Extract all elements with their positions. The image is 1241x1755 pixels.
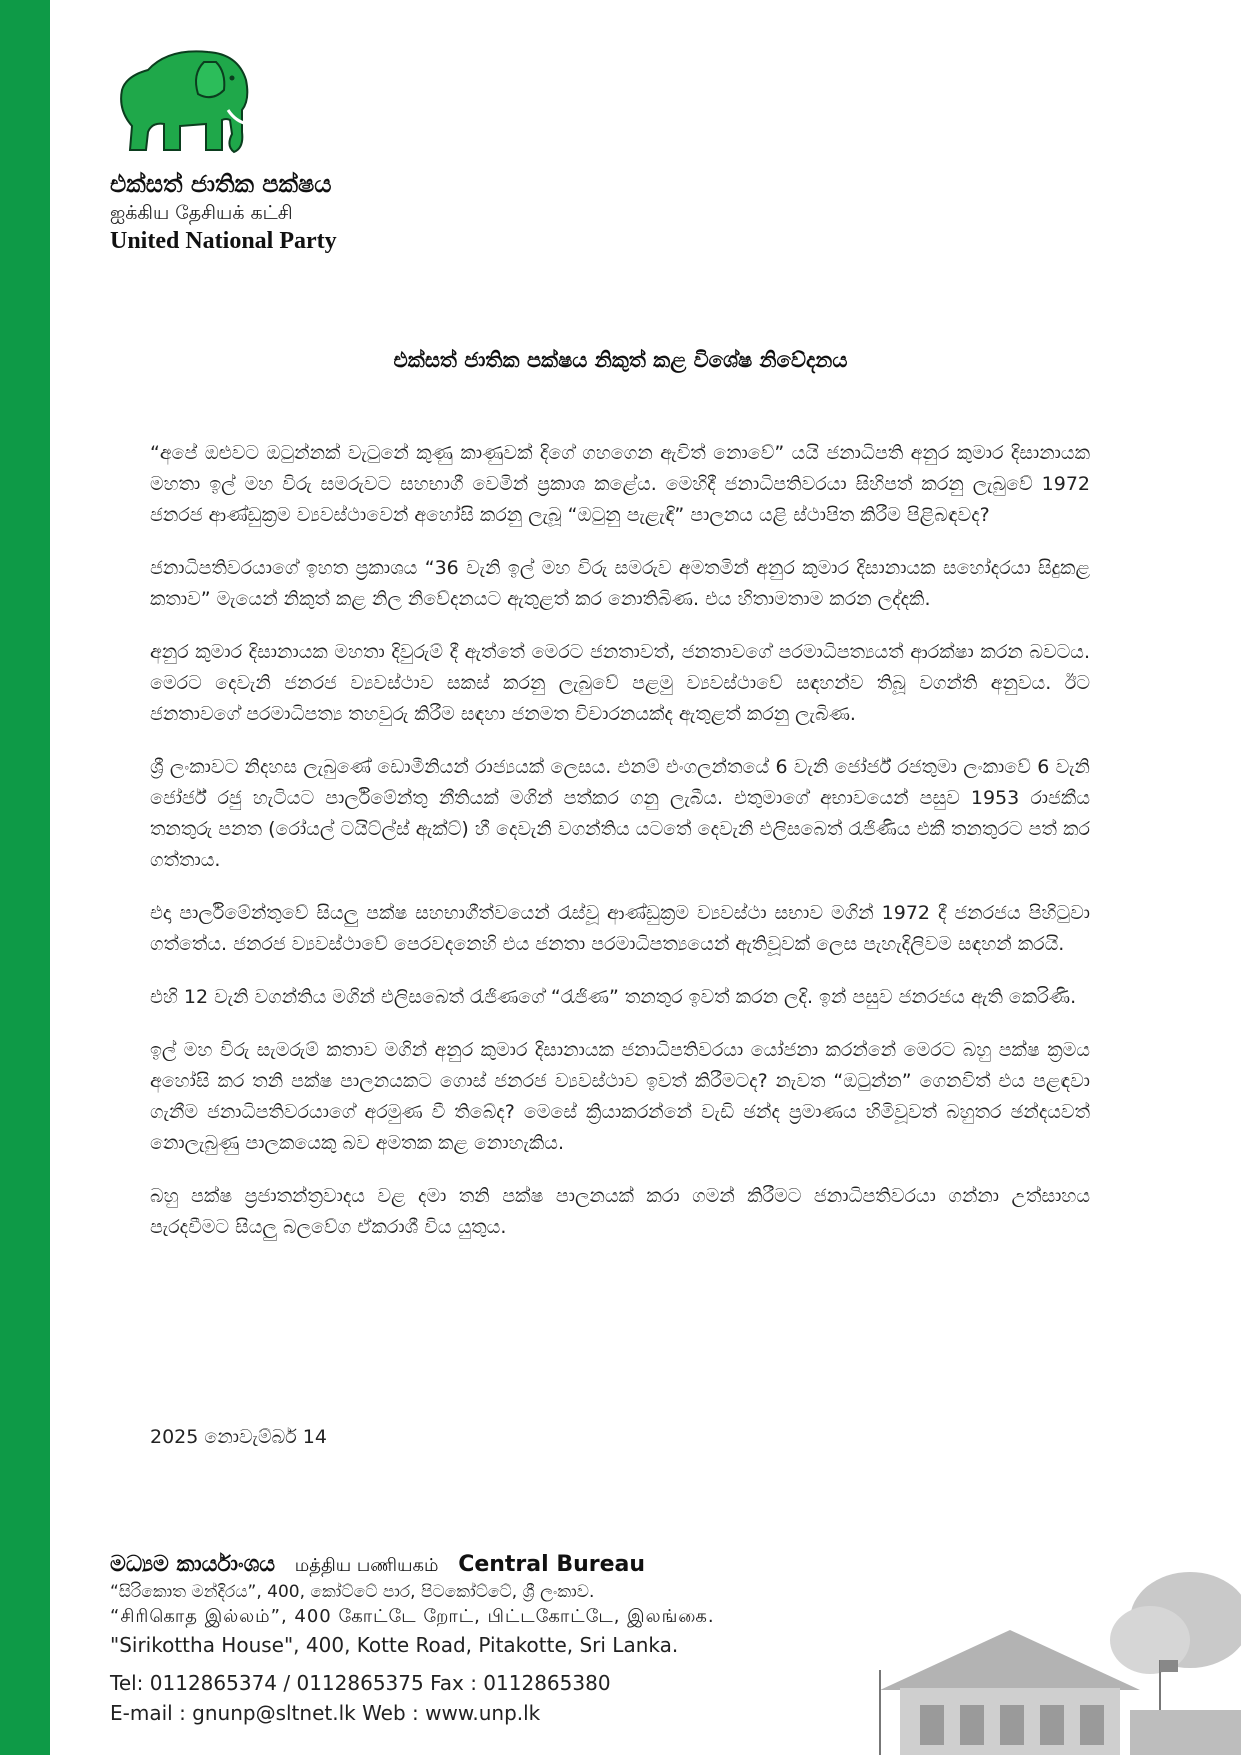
paragraph: බහු පක්ෂ ප්‍රජාතන්ත්‍රවාදය වළ දමා තනි පක්ෂ පාලනයක් කරා ගමන් කිරීමට ජනාධිපතිවරයා ගන්නා උත්සාහය පැරදවීමට සියලු බලවේග ඒකරාශී විය යුතුය. — [150, 1185, 1090, 1238]
party-name-tamil: ஐக்கிய தேசியக் கட்சி — [110, 202, 293, 224]
document-title: එක්සත් ජාතික පක්ෂය නිකුත් කළ විශේෂ නිවේදනය — [393, 348, 848, 372]
elephant-icon — [108, 40, 258, 160]
address-tamil: “சிரிகொத இல்லம்”, 400 கோட்டே றோட், பிட்டகோட்டே, இலங்கை. — [110, 1606, 715, 1627]
paragraph: ජනාධිපතිවරයාගේ ඉහත ප්‍රකාශය “36 වැනි ඉල් මහ විරු සමරුව අමතමින් අනුර කුමාර දිසානායක සහෝදරයා සිදුකළ කතාව” මැයෙන් නිකුත් කළ නිල නිවේදනයට ඇතුළත් කර නොතිබිණ. එය හිතාමතාම කරන ලද්දකි. — [150, 557, 1090, 610]
paragraph: ඉල් මහ විරු සැමරුම් කතාව මගින් අනුර කුමාර දිසානායක ජනාධිපතිවරයා යෝජනා කරන්නේ මෙරට බහු පක්ෂ ක්‍රමය අහෝසි කර තනි පක්ෂ පාලනයකට ගොස් ජනරජ ව්‍යවස්ථාව ඉවත් කිරීමටද? නැවත “ඔටුන්න” ගෙනවිත් එය පළඳවා ගැනීම ජනාධිපතිවරයාගේ අරමුණ වී තිබේද? මෙසේ ක්‍රියාකරන්නේ වැඩි ඡන්ද ප්‍රමාණය හිමිවූවත් බහුතර ඡන්දයවත් නොලැබුණු පාලකයෙකු බව අමතක කළ නොහැකිය. — [150, 1039, 1090, 1154]
paragraph: අනුර කුමාර දිසානායක මහතා දිවුරුම් දී ඇත්තේ මෙරට ජනතාවත්, ජනතාවගේ පරමාධිපත්‍යයත් ආරක්ෂා කරන බවටය. මෙරට දෙවැනි ජනරජ ව්‍යවස්ථාව සකස් කරනු ලැබුවේ පළමු ව්‍යවස්ථාවේ සඳහන්ව තිබූ වගන්ති අනුවය. ඊට ජනතාවගේ පරමාධිපත්‍ය තහවුරු කිරීම සඳහා ජනමත විචාරනයක්ද ඇතුළත් කරනු ලැබිණ. — [150, 641, 1090, 725]
document-body — [150, 438, 1090, 1265]
building-photo — [860, 1570, 1241, 1755]
address-english: "Sirikottha House", 400, Kotte Road, Pitakotte, Sri Lanka. — [110, 1633, 679, 1657]
paragraph: ශ්‍රී ලංකාවට නිදහස ලැබුණේ ඩොමීනියන් රාජ්‍යයක් ලෙසය. එනම් එංගලන්තයේ 6 වැනි ජෝර්ජ් රජතුමා ලංකාවේ 6 වැනි ජෝර්ජ් රජු හැටියට පාර්ලිමේන්තු නීතියක් මගින් පත්කර ගනු ලැබීය. එතුමාගේ අභාවයෙන් පසුව 1953 රාජකීය තනතුරු පනත (රෝයල් ටයිට්ල්ස් ඇක්ට්) හී දෙවැනි වගන්තිය යටතේ දෙවැනි එලිසබෙත් රැජිණිය එකී තනතුරට පත් කර ගත්තාය. — [150, 756, 1090, 871]
paragraph: එහි 12 වැනි වගන්තිය මගින් එලිසබෙත් රැජිණගේ “රැජිණ” තනතුර ඉවත් කරන ලදි. ඉන් පසුව ජනරජය ඇති කෙරිණි. — [150, 986, 1077, 1008]
document-date: 2025 නොවැම්බර් 14 — [150, 1426, 327, 1448]
address-sinhala: “සිරිකොත මන්දිරය”, 400, කෝට්ටේ පාර, පිටකෝට්ටේ, ශ්‍රී ලංකාව. — [110, 1582, 595, 1602]
phone-fax-line: Tel: 0112865374 / 0112865375 Fax : 0112865380 — [110, 1671, 611, 1695]
footer — [110, 1552, 870, 1725]
bureau-sinhala: මධ්‍යම කාර්යාංශය — [110, 1552, 276, 1577]
party-name-english: United National Party — [110, 228, 337, 254]
bureau-tamil: மத்திய பணியகம் — [294, 1555, 439, 1576]
party-name-sinhala: එක්සත් ජාතික පක්ෂය — [110, 170, 332, 198]
paragraph: එදා පාර්ලිමේන්තුවේ සියලු පක්ෂ සහභාගීත්වයෙන් රැස්වූ ආණ්ඩුක්‍රම ව්‍යවස්ථා සභාව මගින් 1972 දී ජනරජය පිහිටුවා ගත්තේය. ජනරජ ව්‍යවස්ථාවේ පෙරවදනෙහි එය ජනතා පරමාධිපත්‍යයෙන් ඇතිවූවක් ලෙස පැහැදිලිවම සඳහන් කරයි. — [150, 902, 1090, 955]
email-web-line: E-mail : gnunp@sltnet.lk Web : www.unp.lk — [110, 1701, 541, 1725]
bureau-heading — [110, 1552, 870, 1578]
paragraph: “අපේ ඔළුවට ඔටුන්නක් වැටුනේ කුණු කාණුවක් දිගේ ගහගෙන ඇවිත් නොවේ” යයි ජනාධිපති අනුර කුමාර දිසානායක මහතා ඉල් මහ විරු සමරුවට සහභාගී වෙමින් ප්‍රකාශ කළේය. මෙහිදී ජනාධිපතිවරයා සිහිපත් කරනු ලැබුවේ 1972 ජනරජ ආණ්ඩුක්‍රම ව්‍යවස්ථාවෙන් අහෝසි කරනු ලැබූ “ඔටුනු පැළැඳි” පාලනය යළි ස්ථාපිත කිරීම පිළිබඳවද? — [150, 442, 1090, 526]
bureau-english: Central Bureau — [458, 1552, 646, 1577]
green-side-bar — [0, 0, 50, 1755]
